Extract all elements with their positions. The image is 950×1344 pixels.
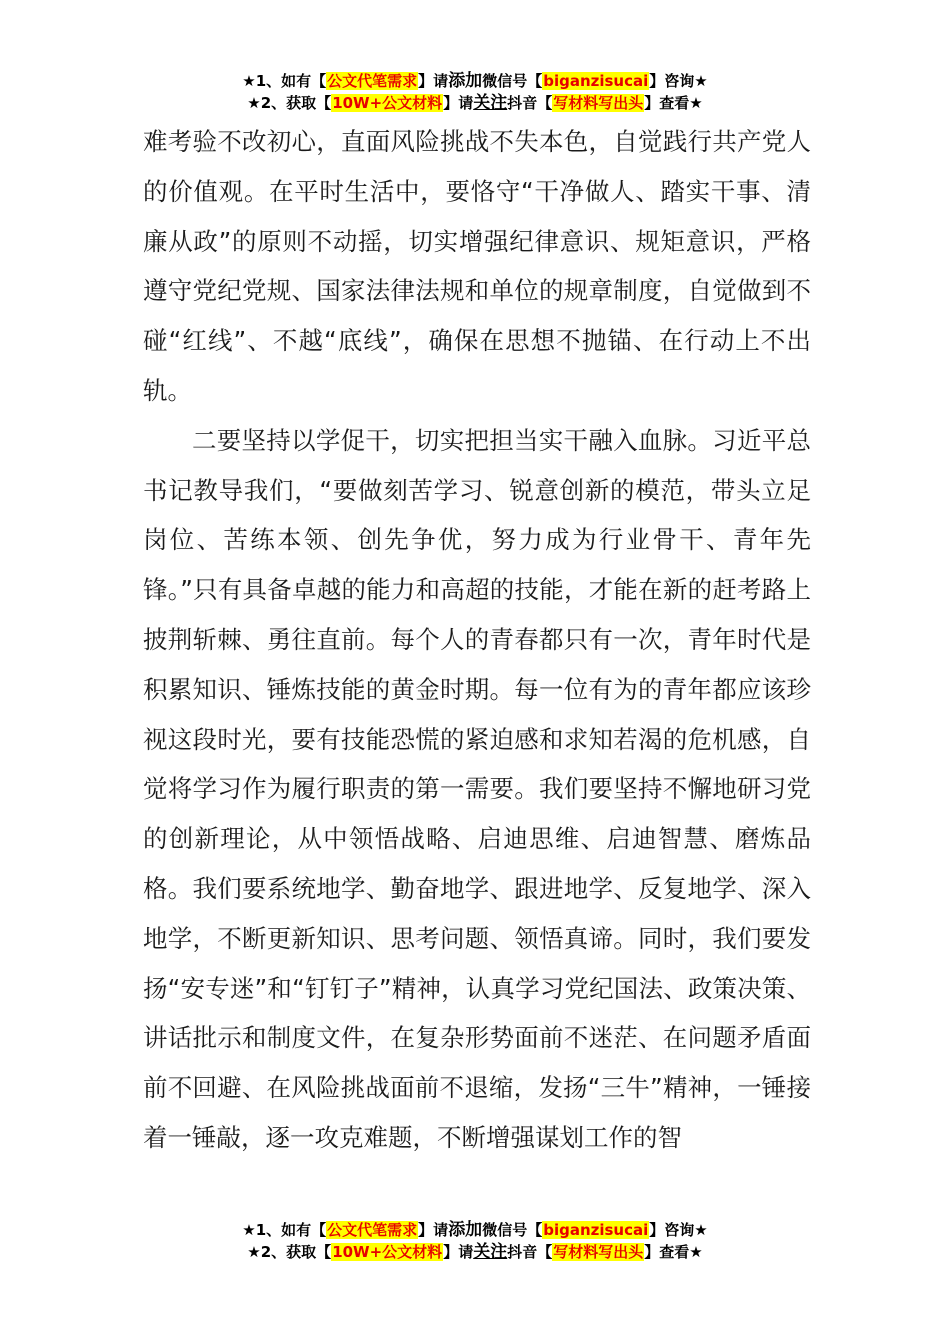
header-banner [0,70,950,114]
banner-text: 】咨询★ [649,1221,708,1239]
banner-text: 抖音【 [507,1243,553,1261]
banner-line-1 [0,1219,950,1241]
wechat-id: biganzisucai [543,72,649,90]
banner-text: 】请 [443,1243,474,1261]
banner-text: 】请 [418,72,449,90]
paragraph-2: 二要坚持以学促干，切实把担当实干融入血脉。习近平总书记教导我们，“要做刻苦学习、锐意创新的模范，带头立足岗位、苦练本领、创先争优，努力成为行业骨干、青年先锋。”只有具备卓越的能力和高超的技能，才能在新的赶考路上披荆斩棘、勇往直前。每个人的青春都只有一次，青年时代是积累知识、锤炼技能的黄金时期。每一位有为的青年都应该珍视这段时光，要有技能恐慌的紧迫感和求知若渴的危机感，自觉将学习作为履行职责的第一需要。我们要坚持不懈地研习党的创新理论，从中领悟战略、启迪思维、启迪智慧、磨炼品格。我们要系统地学、勤奋地学、跟进地学、反复地学、深入地学，不断更新知识、思考问题、领悟真谛。同时，我们要发扬“安专迷”和“钉钉子”精神，认真学习党纪国法、政策决策、讲话批示和制度文件，在复杂形势面前不迷茫、在问题矛盾面前不回避、在风险挑战面前不退缩，发扬“三牛”精神，一锤接着一锤敲，逐一攻克难题，不断增强谋划工作的智 [143,425,811,1152]
emphasis-text: 关注 [473,93,508,113]
banner-text: 抖音【 [507,94,553,112]
banner-line-2 [0,92,950,114]
banner-line-2 [0,1241,950,1263]
emphasis-text: 添加 [448,71,483,91]
highlight-text: 10W+公文材料 [332,1243,443,1261]
emphasis-text: 关注 [473,1242,508,1262]
banner-text: ★1、如有【 [242,1221,327,1239]
douyin-account: 写材料写出头 [553,94,644,112]
wechat-id: biganzisucai [543,1221,649,1239]
douyin-account: 写材料写出头 [553,1243,644,1261]
banner-text: 】查看★ [644,1243,703,1261]
banner-text: ★2、获取【 [247,94,332,112]
emphasis-text: 添加 [448,1220,483,1240]
banner-text: 】请 [418,1221,449,1239]
banner-text: 】请 [443,94,474,112]
highlight-text: 公文代笔需求 [327,72,418,90]
document-body [143,117,811,1163]
banner-text: 微信号【 [482,72,543,90]
banner-text: 微信号【 [482,1221,543,1239]
banner-text: ★2、获取【 [247,1243,332,1261]
banner-text: ★1、如有【 [242,72,327,90]
highlight-text: 公文代笔需求 [327,1221,418,1239]
banner-text: 】查看★ [644,94,703,112]
banner-text: 】咨询★ [649,72,708,90]
highlight-text: 10W+公文材料 [332,94,443,112]
paragraph-1: 难考验不改初心，直面风险挑战不失本色，自觉践行共产党人的价值观。在平时生活中，要恪守“干净做人、踏实干事、清廉从政”的原则不动摇，切实增强纪律意识、规矩意识，严格遵守党纪党规、国家法律法规和单位的规章制度，自觉做到不碰“红线”、不越“底线”，确保在思想不抛锚、在行动上不出轨。 [143,127,811,405]
banner-line-1 [0,70,950,92]
footer-banner [0,1219,950,1263]
